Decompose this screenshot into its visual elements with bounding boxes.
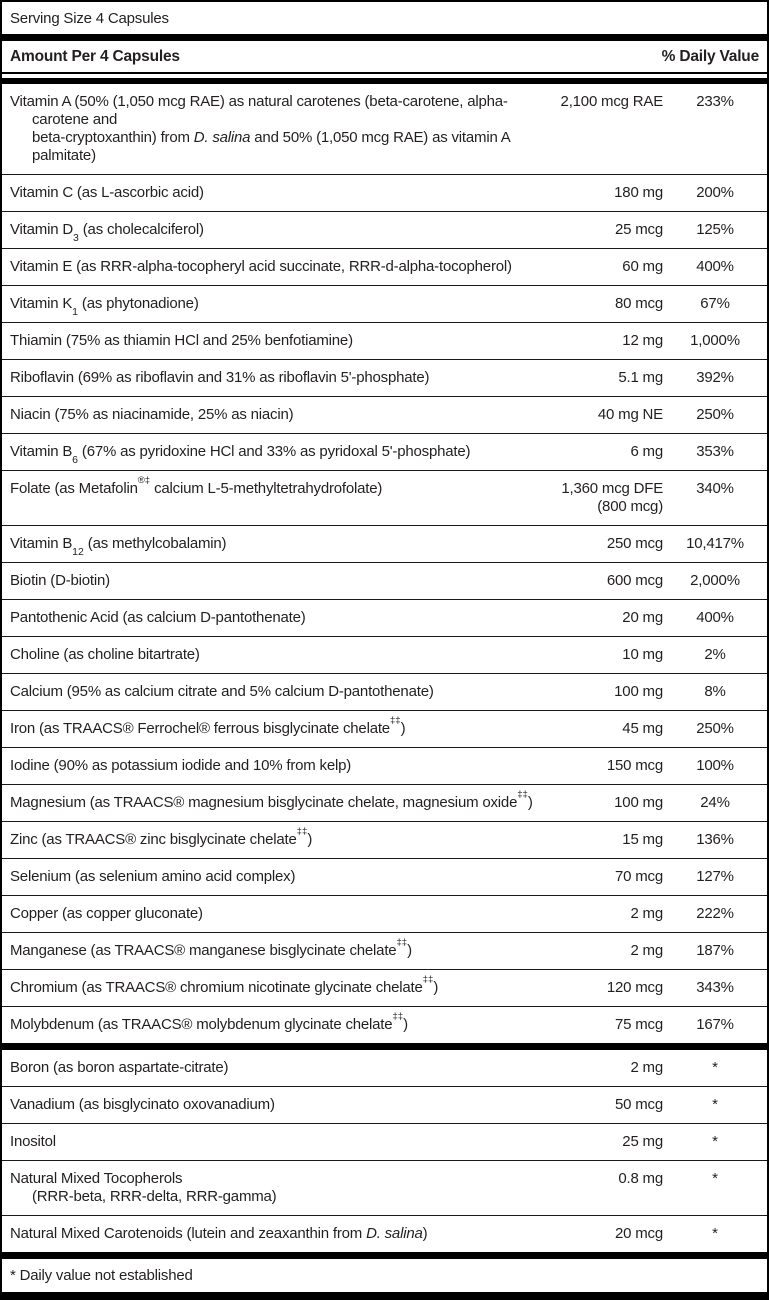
nutrient-daily-value: 24%: [700, 794, 730, 811]
nutrient-name: Calcium (95% as calcium citrate and 5% calcium D-pantothenate): [10, 683, 434, 700]
table-row: [2, 1050, 767, 1087]
table-row: [2, 748, 767, 785]
nutrient-amount: 50 mcg: [615, 1096, 663, 1113]
table-row: [2, 175, 767, 212]
other-ingredient-rows: [2, 1050, 767, 1252]
nutrient-name: Selenium (as selenium amino acid complex): [10, 868, 296, 885]
nutrient-amount: 45 mg: [622, 720, 663, 737]
table-row: [2, 1087, 767, 1124]
nutrient-amount: 250 mcg: [606, 535, 663, 552]
table-row: [2, 249, 767, 286]
nutrient-daily-value: 343%: [696, 979, 734, 996]
divider-bar-footnote: [2, 1252, 767, 1259]
table-row: [2, 1124, 767, 1161]
nutrient-daily-value: 392%: [696, 369, 734, 386]
nutrient-name: Natural Mixed Carotenoids (lutein and zeaxanthin from D. salina): [10, 1225, 428, 1242]
table-row: [2, 84, 767, 175]
table-row: [2, 1007, 767, 1043]
table-row: [2, 637, 767, 674]
nutrient-daily-value: 1,000%: [690, 332, 740, 349]
nutrient-amount: 5.1 mg: [618, 369, 663, 386]
nutrient-daily-value: 340%: [696, 480, 734, 497]
table-row: [2, 360, 767, 397]
nutrient-amount: 600 mcg: [606, 572, 663, 589]
nutrient-daily-value: 250%: [696, 720, 734, 737]
table-header: [2, 41, 767, 74]
nutrient-amount: 2 mg: [630, 1059, 663, 1076]
nutrient-name: Vitamin C (as L-ascorbic acid): [10, 184, 204, 201]
nutrient-daily-value: 127%: [696, 868, 734, 885]
divider-bar-other: [2, 1043, 767, 1050]
nutrient-name: Biotin (D-biotin): [10, 572, 110, 589]
nutrient-amount: 10 mg: [622, 646, 663, 663]
nutrient-name: Vanadium (as bisglycinato oxovanadium): [10, 1096, 275, 1113]
nutrient-name: Boron (as boron aspartate-citrate): [10, 1059, 229, 1076]
nutrient-name: Riboflavin (69% as riboflavin and 31% as riboflavin 5'-phosphate): [10, 369, 430, 386]
nutrient-amount: 25 mg: [622, 1133, 663, 1150]
nutrient-daily-value: *: [712, 1225, 718, 1242]
nutrient-daily-value: 200%: [696, 184, 734, 201]
nutrient-daily-value: 400%: [696, 258, 734, 275]
nutrient-amount: 75 mcg: [615, 1016, 663, 1033]
nutrient-amount: 2,100 mcg RAE: [560, 93, 663, 110]
nutrient-daily-value: 8%: [704, 683, 726, 700]
nutrient-amount: 20 mg: [622, 609, 663, 626]
table-row: [2, 896, 767, 933]
table-row: [2, 933, 767, 970]
table-row: [2, 711, 767, 748]
table-row: [2, 397, 767, 434]
nutrient-name: Iodine (90% as potassium iodide and 10% from kelp): [10, 757, 352, 774]
nutrient-daily-value: *: [712, 1133, 718, 1150]
nutrient-amount: 1,360 mcg DFE (800 mcg): [561, 480, 663, 515]
table-row: [2, 970, 767, 1007]
nutrient-amount: 100 mg: [614, 683, 663, 700]
nutrient-name: Pantothenic Acid (as calcium D-pantothenate): [10, 609, 306, 626]
nutrient-name: Thiamin (75% as thiamin HCl and 25% benfotiamine): [10, 332, 353, 349]
nutrient-daily-value: 167%: [696, 1016, 734, 1033]
table-row: [2, 1161, 767, 1216]
nutrient-daily-value: 233%: [696, 93, 734, 110]
nutrient-name: Copper (as copper gluconate): [10, 905, 203, 922]
nutrient-amount: 0.8 mg: [618, 1170, 663, 1187]
nutrient-name: Magnesium (as TRAACS® magnesium bisglycinate chelate, magnesium oxide‡‡): [10, 788, 533, 811]
divider-bar-bottom: [2, 1292, 767, 1298]
table-row: [2, 600, 767, 637]
table-row: [2, 859, 767, 896]
nutrient-rows: [2, 84, 767, 1043]
nutrient-name: Chromium (as TRAACS® chromium nicotinate glycinate chelate‡‡): [10, 973, 439, 996]
table-row: [2, 323, 767, 360]
nutrient-name: Vitamin $B_{12}$ (as methylcobalamin): [10, 535, 227, 558]
nutrient-name: Inositol: [10, 1133, 56, 1150]
nutrient-amount: 20 mcg: [615, 1225, 663, 1242]
nutrient-name: Vitamin $K_1$ (as phytonadione): [10, 295, 199, 318]
nutrient-daily-value: *: [712, 1096, 718, 1113]
nutrient-amount: 40 mg NE: [597, 406, 663, 423]
nutrient-amount: 12 mg: [622, 332, 663, 349]
nutrient-name: Iron (as TRAACS® Ferrochel® ferrous bisglycinate chelate‡‡): [10, 714, 406, 737]
nutrient-daily-value: 222%: [696, 905, 734, 922]
table-row: [2, 785, 767, 822]
header-amount-per-serving-label: Amount Per 4 Capsules: [10, 48, 180, 65]
nutrient-amount: 2 mg: [630, 942, 663, 959]
nutrient-name: Vitamin $B_6$ (67% as pyridoxine HCl and 33% as pyridoxal 5'-phosphate): [10, 443, 471, 466]
nutrient-daily-value: 2,000%: [690, 572, 740, 589]
table-row: [2, 471, 767, 526]
nutrient-daily-value: 125%: [696, 221, 734, 238]
nutrient-daily-value: 136%: [696, 831, 734, 848]
nutrient-name: Manganese (as TRAACS® manganese bisglycinate chelate‡‡): [10, 936, 412, 959]
nutrient-daily-value: 10,417%: [686, 535, 744, 552]
nutrient-amount: 120 mcg: [606, 979, 663, 996]
nutrient-daily-value: 2%: [704, 646, 726, 663]
nutrient-amount: 70 mcg: [615, 868, 663, 885]
nutrient-daily-value: 187%: [696, 942, 734, 959]
nutrient-name: Folate (as Metafolin®‡ calcium L-5-methyltetrahydrofolate): [10, 474, 383, 497]
nutrient-name: Vitamin E (as RRR-alpha-tocopheryl acid succinate, RRR-d-alpha-tocopherol): [10, 258, 512, 275]
table-row: [2, 286, 767, 323]
nutrient-daily-value: *: [712, 1170, 718, 1187]
header-daily-value-label: % Daily Value: [661, 48, 759, 65]
nutrient-daily-value: 67%: [700, 295, 730, 312]
nutrient-daily-value: 400%: [696, 609, 734, 626]
nutrient-amount: 2 mg: [630, 905, 663, 922]
nutrient-amount: 150 mcg: [606, 757, 663, 774]
table-row: [2, 1216, 767, 1252]
nutrient-name: Vitamin $D_3$ (as cholecalciferol): [10, 221, 204, 244]
table-row: [2, 822, 767, 859]
table-row: [2, 434, 767, 471]
nutrient-name: Vitamin A (50% (1,050 mcg RAE) as natural carotenes (beta-carotene, alpha-carotene and beta-cryptoxanthin) from D. salina and 50% (1,050 mcg RAE) as vitamin A palmitate): [10, 93, 510, 164]
serving-size-text: Serving Size 4 Capsules: [10, 10, 169, 27]
table-row: [2, 212, 767, 249]
nutrient-daily-value: 250%: [696, 406, 734, 423]
nutrient-name: Natural Mixed Tocopherols (RRR-beta, RRR-delta, RRR-gamma): [10, 1170, 277, 1205]
table-row: [2, 674, 767, 711]
nutrient-amount: 80 mcg: [615, 295, 663, 312]
footnote-text: * Daily value not established: [10, 1267, 193, 1284]
nutrient-amount: 100 mg: [614, 794, 663, 811]
nutrient-name: Zinc (as TRAACS® zinc bisglycinate chelate‡‡): [10, 825, 313, 848]
nutrient-name: Niacin (75% as niacinamide, 25% as niacin): [10, 406, 294, 423]
nutrient-amount: 15 mg: [622, 831, 663, 848]
nutrient-name: Molybdenum (as TRAACS® molybdenum glycinate chelate‡‡): [10, 1010, 408, 1033]
nutrient-daily-value: *: [712, 1059, 718, 1076]
table-row: [2, 526, 767, 563]
nutrient-amount: 25 mcg: [615, 221, 663, 238]
divider-bar-top: [2, 34, 767, 41]
nutrient-amount: 60 mg: [622, 258, 663, 275]
nutrient-daily-value: 100%: [696, 757, 734, 774]
nutrient-amount: 180 mg: [614, 184, 663, 201]
nutrient-name: Choline (as choline bitartrate): [10, 646, 200, 663]
nutrient-amount: 6 mg: [630, 443, 663, 460]
table-row: [2, 563, 767, 600]
nutrient-daily-value: 353%: [696, 443, 734, 460]
